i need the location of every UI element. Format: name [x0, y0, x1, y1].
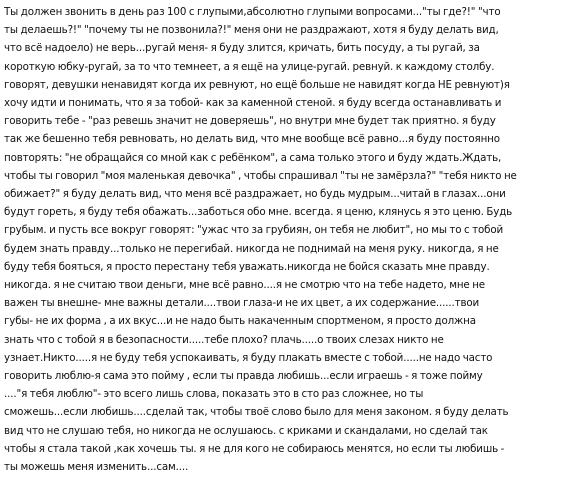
text-line: так же бешенно тебя ревновать, но делать вид, что мне вообще всё равно...я буду постоянно [4, 133, 500, 146]
text-line: короткую юбку-ругай, за то что темнеет, а я ещё на улице-ругай. ревнуй. к каждому столбу. [4, 60, 495, 73]
text-line: хочу идти и понимать, что я за тобой- как за каменной стеной. я буду всегда останавливать и [4, 97, 502, 110]
text-line: чтобы я стала такой ,как хочешь ты. я не для кого не собираюсь менятся, но если ты любишь - [4, 442, 505, 455]
text-line: будем знать правду...только не перегибай. никогда не поднимай на меня руку. никогда, я не [4, 242, 499, 255]
text-line: будут гореть, я буду тебя обажать...заботься обо мне. всегда. я ценю, клянусь я это ценю. Будь [4, 206, 513, 219]
text-line: знать что с тобой я в безопасности.....тебе плохо? плачь.....о твоих слезах никто не [4, 333, 444, 346]
text-line: обижает?" я буду делать вид, что меня всё раздражает, но будь мудрым...читай в глазах...они [4, 188, 506, 201]
text-line: повторять: "не обращайся со мной как с ребёнком", а сама только этого и буду ждать.Ждать, [4, 151, 502, 164]
text-line: говорят, девушки ненавидят когда их ревнуют, но ещё больше не навидят когда НЕ ревнуют)я [4, 78, 510, 91]
text-line: ты можешь меня изменить...сам.... [4, 461, 189, 474]
text-line: грубым. и пусть все вокруг говорят: "ужас что за грубиян, он тебя не любит", но мы то с тобой [4, 224, 504, 237]
text-line: чтобы ты говорил "моя маленькая девочка" , чтобы спрашивал "ты не замёрзла?" "тебя никто не [4, 169, 517, 182]
text-line: Ты должен звонить в день раз 100 с глупыми,абсолютно глупыми вопросами..."ты где?!" "что [4, 6, 501, 18]
text-line: говорить тебе - "раз ревешь значит не доверяешь", но внутри мне будет так приятно. я буду [4, 115, 496, 128]
text-line: сможешь...если любишь....сделай так, чтобы твоё слово было для меня законом. я буду делать [4, 406, 509, 419]
text-line: что всё надоело) не верь...ругай меня- я буду злится, кричать, бить посуду, а ты ругай, за [4, 42, 480, 55]
text-line: ты делаешь?!" "почему ты не позвонила?!" меня они не раздражают, хотя я буду делать вид, [4, 24, 499, 37]
text-line: губы- не их форма , а их вкус...и не надо быть накаченным спортменом, я просто должна [4, 315, 476, 328]
text-line: узнает.Никто.....я не буду тебя успокаивать, я буду плакать вместе с тобой.....не надо часто [4, 351, 493, 364]
text-line: важен ты внешне- мне важны детали....твои глаза-и не их цвет, а их содержание......твои [4, 297, 480, 310]
text-line: говорить люблю-я сама это пойму , если ты правда любишь...если играешь - я тоже пойму [4, 370, 483, 383]
text-line: буду тебя бояться, я просто перестану тебя уважать.никогда не бойся сказать мне правду. [4, 260, 490, 273]
text-line: вид что не слушаю тебя, но никогда не ослушаюсь. с криками и скандалами, но сделай так [4, 424, 488, 437]
text-line: ...."я тебя люблю"- это всего лишь слова, показать это в сто раз сложнее, но ты [4, 388, 424, 401]
text-line: никогда. я не считаю твои деньги, мне всё равно....я не смотрю что на тебе надето, мне не [4, 279, 485, 292]
body-text [4, 3, 580, 476]
